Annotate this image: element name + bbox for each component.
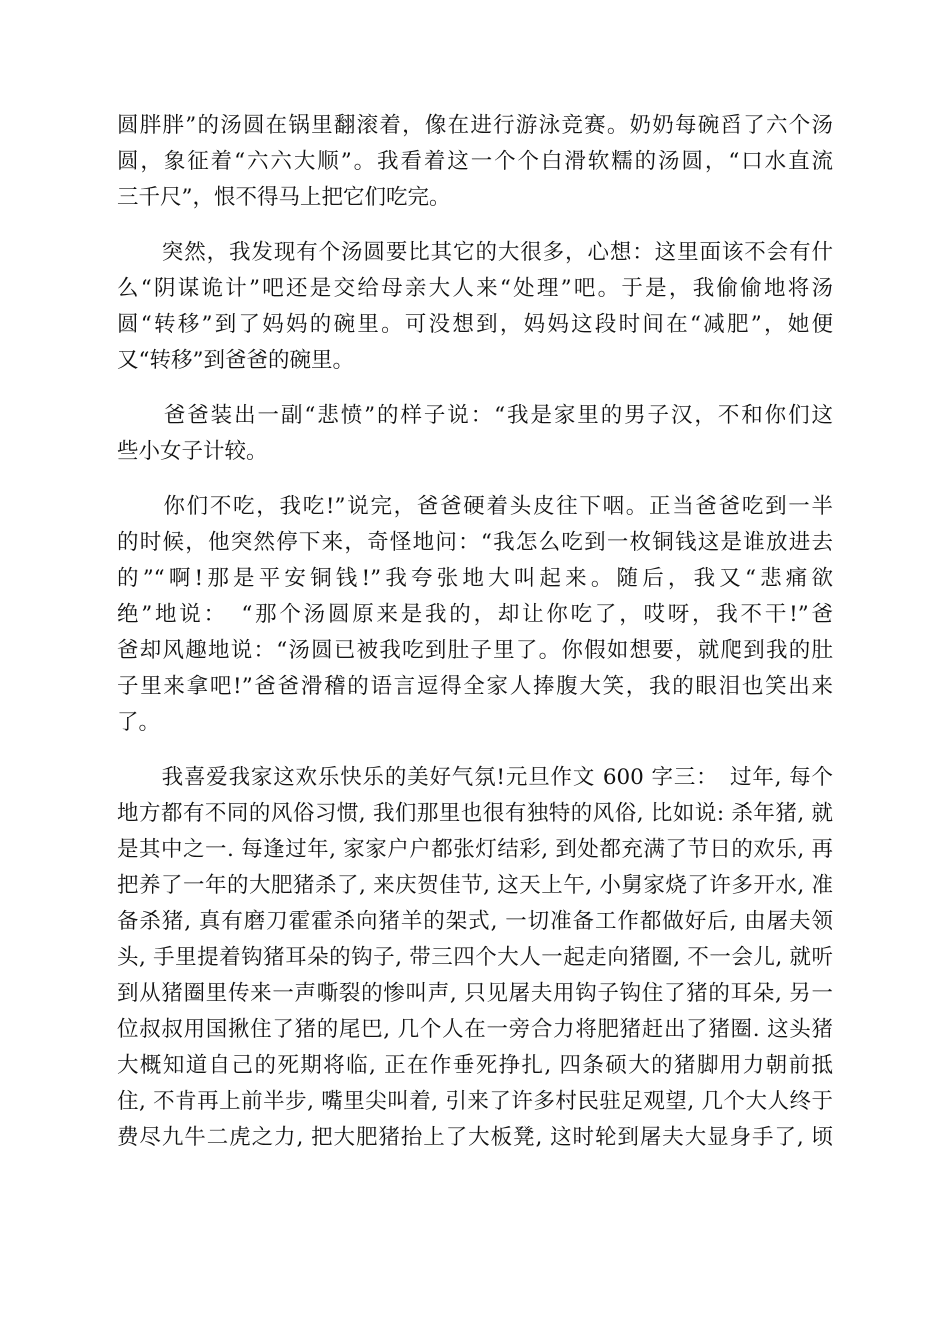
text-line: 爸爸装出一副“悲愤”的样子说：“我是家里的男子汉，不和你们这 [117, 403, 833, 428]
text-line: 又“转移”到爸爸的碗里。 [117, 348, 354, 373]
text-line: 爸却风趣地说：“汤圆已被我吃到肚子里了。你假如想要，就爬到我的肚 [117, 638, 833, 663]
text-line: 三千尺”，恨不得马上把它们吃完。 [117, 185, 451, 210]
text-line: 的”“啊!那是平安铜钱!”我夸张地大叫起来。随后，我又“悲痛欲 [117, 566, 833, 591]
text-line: 些小女子计较。 [117, 439, 268, 464]
text-line: 到从猪圈里传来一声嘶裂的惨叫声, 只见屠夫用钩子钩住了猪的耳朵, 另一 [117, 981, 833, 1006]
text-line: 费尽九牛二虎之力, 把大肥猪抬上了大板凳, 这时轮到屠夫大显身手了, 顷 [117, 1125, 833, 1150]
text-line: 住, 不肯再上前半步, 嘴里尖叫着, 引来了许多村民驻足观望, 几个大人终于 [117, 1089, 833, 1114]
text-line: 圆“转移”到了妈妈的碗里。可没想到，妈妈这段时间在“减肥”，她便 [117, 312, 833, 337]
text-line: 了。 [117, 710, 161, 735]
text-line: 头, 手里提着钩猪耳朵的钩子, 带三四个大人一起走向猪圈, 不一会儿, 就听 [117, 945, 833, 970]
text-line: 我喜爱我家这欢乐快乐的美好气氛!元旦作文 600 字三： 过年, 每个 [117, 765, 833, 790]
text-line: 你们不吃，我吃!”说完，爸爸硬着头皮往下咽。正当爸爸吃到一半 [117, 494, 833, 519]
text-line: 备杀猪, 真有磨刀霍霍杀向猪羊的架式, 一切准备工作都做好后, 由屠夫领 [117, 909, 833, 934]
text-line: 子里来拿吧!”爸爸滑稽的语言逗得全家人捧腹大笑，我的眼泪也笑出来 [117, 674, 833, 699]
paragraph-1 [117, 108, 833, 216]
text-line: 地方都有不同的风俗习惯, 我们那里也很有独特的风俗, 比如说: 杀年猪, 就 [117, 801, 833, 826]
text-line: 圆，象征着“六六大顺”。我看着这一个个白滑软糯的汤圆，“口水直流 [117, 149, 833, 174]
text-line: 是其中之一. 每逢过年, 家家户户都张灯结彩, 到处都充满了节日的欢乐, 再 [117, 837, 833, 862]
paragraph-3 [117, 398, 833, 470]
text-line: 的时候，他突然停下来，奇怪地问：“我怎么吃到一枚铜钱这是谁放进去 [117, 530, 833, 555]
text-line: 大概知道自己的死期将临, 正在作垂死挣扎, 四条硕大的猪脚用力朝前抵 [117, 1053, 833, 1078]
paragraph-4 [117, 489, 833, 741]
document-page [117, 108, 833, 1175]
text-line: 把养了一年的大肥猪杀了, 来庆贺佳节, 这天上午, 小舅家烧了许多开水, 准 [117, 873, 833, 898]
text-line: 突然，我发现有个汤圆要比其它的大很多，心想：这里面该不会有什 [117, 240, 833, 265]
paragraph-5 [117, 760, 833, 1156]
text-line: 位叔叔用国揪住了猪的尾巴, 几个人在一旁合力将肥猪赶出了猪圈. 这头猪 [117, 1017, 833, 1042]
text-line: 么“阴谋诡计”吧还是交给母亲大人来“处理”吧。于是，我偷偷地将汤 [117, 276, 833, 301]
text-line: 圆胖胖”的汤圆在锅里翻滚着，像在进行游泳竞赛。奶奶每碗舀了六个汤 [117, 113, 833, 138]
paragraph-2 [117, 235, 833, 379]
text-line: 绝”地说： “那个汤圆原来是我的，却让你吃了，哎呀，我不干!”爸 [117, 602, 833, 627]
